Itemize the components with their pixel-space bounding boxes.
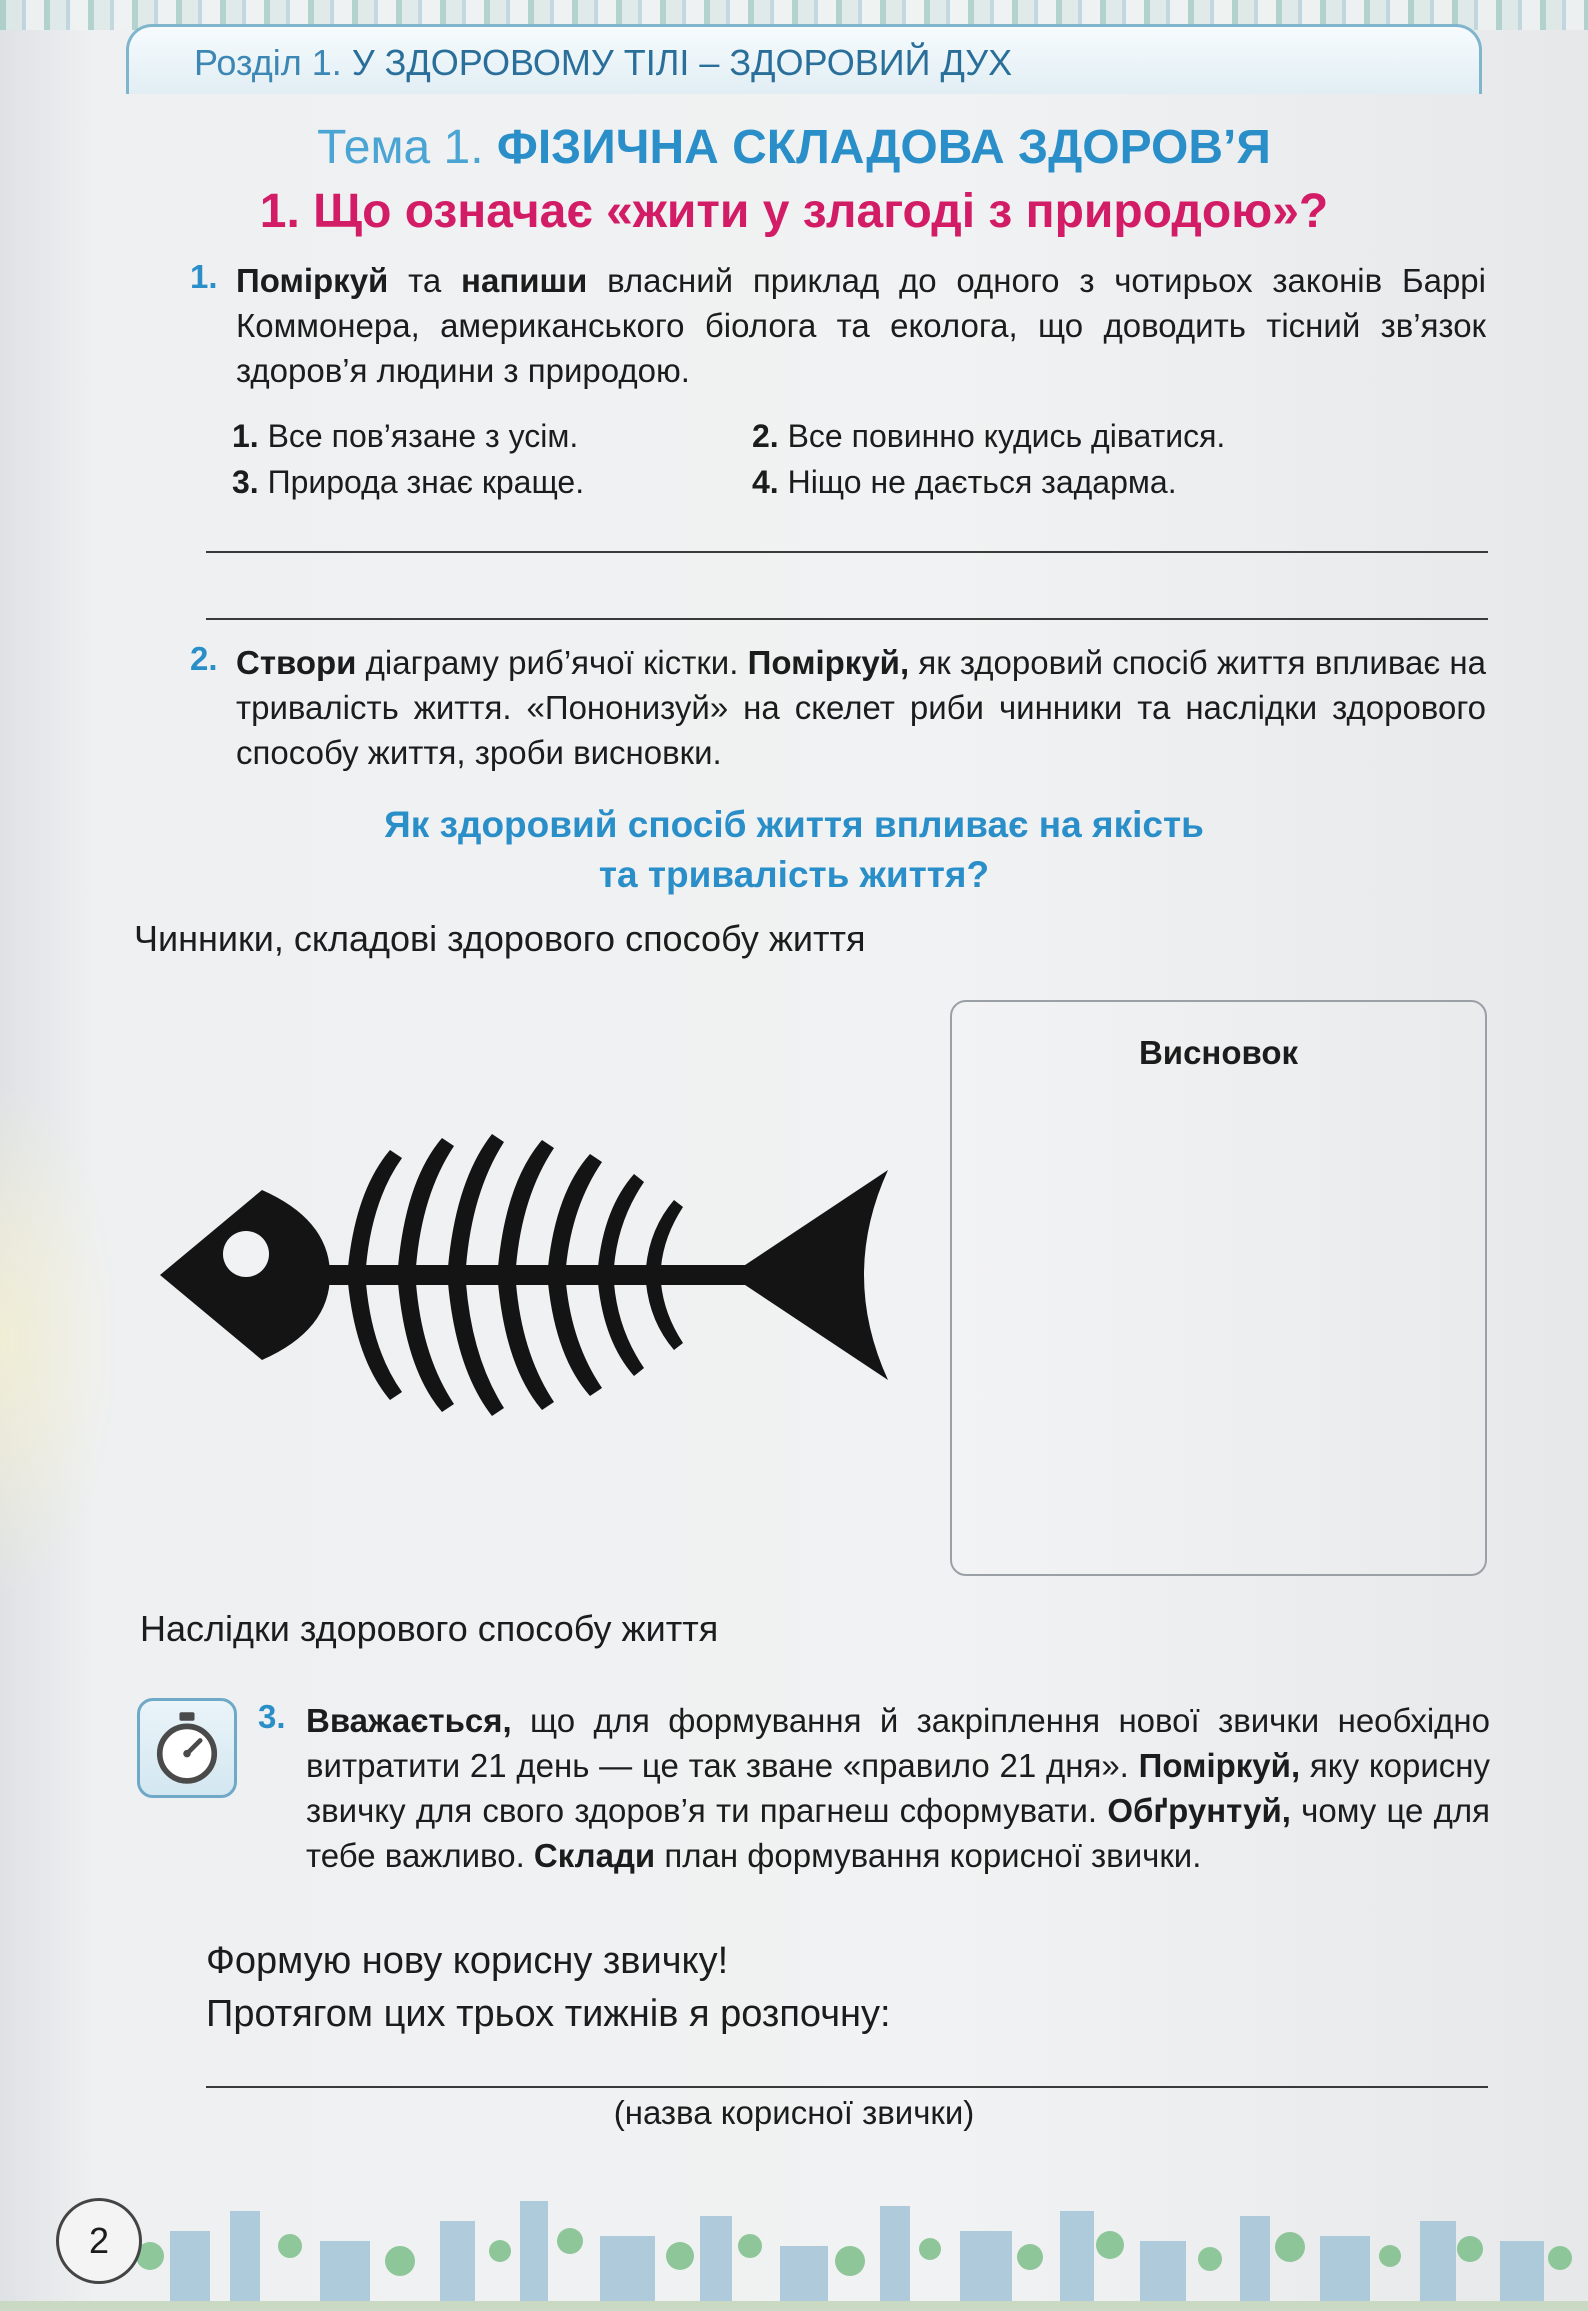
task2-text-a: діаграму риб’ячої кістки. [356,644,748,681]
task1-number: 1. [190,258,218,295]
page-number: 2 [56,2198,142,2284]
stopwatch-glyph [140,1701,234,1795]
consequences-label: Наслідки здорового способу життя [140,1608,719,1649]
fish-skeleton-icon [150,1130,890,1420]
law-2-text: Все повинно кудись діватися. [778,418,1226,454]
section-prefix: Розділ 1. [194,42,342,83]
law-3-text: Природа знає краще. [258,464,585,500]
law-2-num: 2. [752,418,779,454]
topic-title [0,120,1588,175]
section-title: У ЗДОРОВОМУ ТІЛІ – ЗДОРОВИЙ ДУХ [351,42,1013,83]
task1-text-b: власний приклад до одного з чотирьох законів Баррі Коммонера, американського біолога та еколога, що доводить тісний зв’язок здоров’я людини з природою. [236,262,1486,389]
conclusion-label: Висновок [1138,1034,1299,1071]
law-3-num: 3. [232,464,259,500]
factors-label: Чинники, складові здорового способу життя [134,918,866,959]
task2-bold-think: Поміркуй, [747,644,910,681]
task3-text [306,1698,1490,1878]
law-4-num: 4. [752,464,779,500]
task3-bold-considered: Вважається, [306,1702,512,1739]
task2-text [236,640,1486,775]
law-3 [232,464,584,501]
stopwatch-icon [137,1698,237,1798]
task3-text-a: що для формування й закріплення нової звички необхідно витратити 21 день — це так зване «правило 21 дня». [306,1702,1490,1784]
topic-name: ФІЗИЧНА СКЛАДОВА ЗДОРОВ’Я [496,121,1271,174]
habit-answer-line[interactable] [206,2086,1488,2088]
law-4-text: Ніщо не дається задарма. [778,464,1177,500]
fishbone-question-line2: та тривалість життя? [598,854,990,895]
conclusion-box[interactable] [950,1000,1487,1576]
law-1-text: Все пов’язане з усім. [258,418,579,454]
task1-text-a: та [388,262,462,299]
habit-line-2: Протягом цих трьох тижнів я розпочну: [206,1993,891,2035]
fishbone-question [0,800,1588,900]
lesson-question: 1. Що означає «жити у злагоді з природою»? [259,185,1329,238]
habit-line-1: Формую нову корисну звичку! [206,1940,729,1982]
law-1-num: 1. [232,418,259,454]
task2-number: 2. [190,640,218,677]
task1-bold-write: напиши [461,262,588,299]
answer-line-2[interactable] [206,618,1488,620]
task3-text-d: план формування корисної звички. [655,1837,1202,1874]
fishbone-question-line1: Як здоровий спосіб життя впливає на якість [384,804,1204,845]
task2-text-b: як здоровий спосіб життя впливає на тривалість життя. «Пононизуй» на скелет риби чинники та наслідки здорового способу життя, зроби висновки. [236,644,1486,771]
task2-bold-create: Створи [236,644,357,681]
page-shadow [0,1080,120,1600]
law-1 [232,418,578,455]
task3-number: 3. [258,1698,286,1735]
habit-caption: (назва корисної звички) [613,2094,975,2131]
answer-line-1[interactable] [206,551,1488,553]
task3-text-b: яку корисну звичку для свого здоров’я ти прагнеш сформувати. [306,1747,1490,1829]
law-4 [752,464,1177,501]
task1-bold-think: Поміркуй [236,262,389,299]
topic-prefix: Тема 1. [317,121,484,174]
task3-text-c: чому це для тебе важливо. [306,1792,1491,1874]
law-2 [752,418,1225,455]
section-header [194,42,1012,84]
task1-text [236,258,1486,393]
task3-bold-justify: Обґрунтуй, [1107,1792,1291,1829]
task3-bold-think: Поміркуй, [1138,1747,1301,1784]
task3-bold-compose: Склади [533,1837,656,1874]
city-decoration [0,2161,1588,2311]
